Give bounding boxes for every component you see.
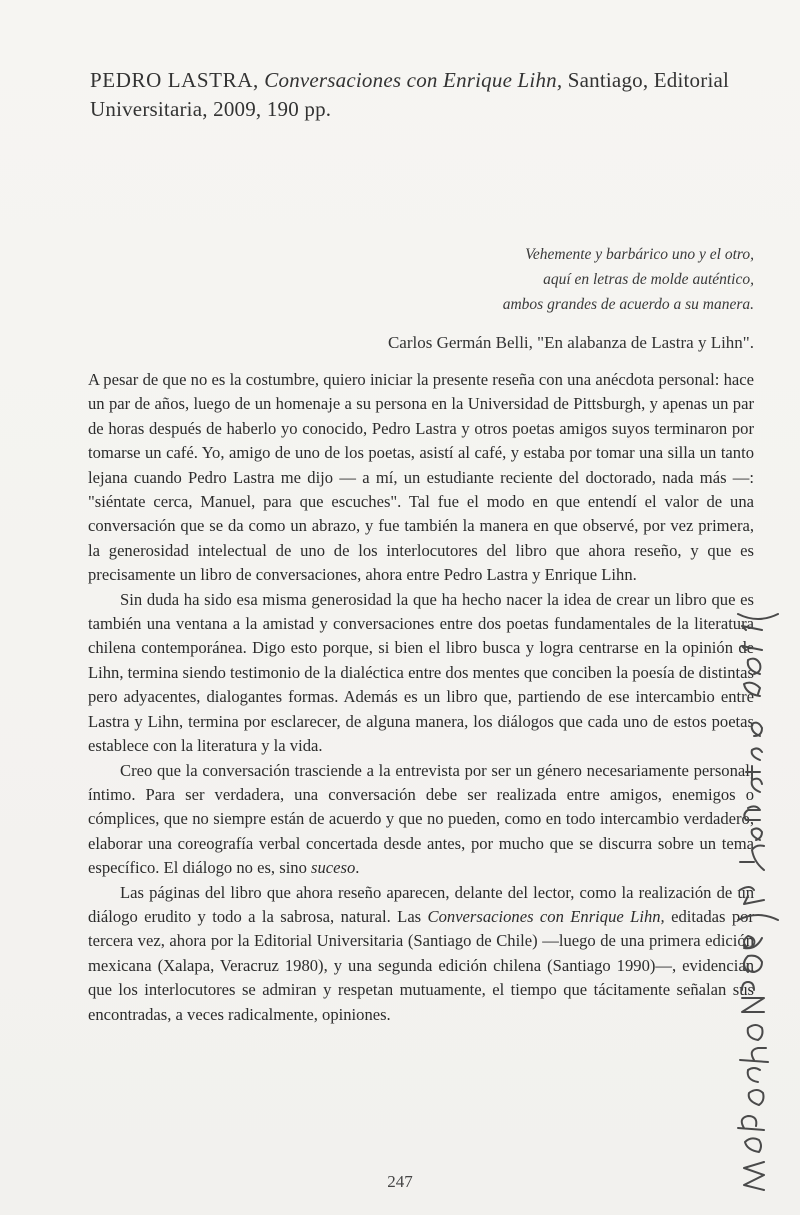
epigraph-line: aquí en letras de molde auténtico, [543, 271, 754, 288]
review-header [90, 66, 730, 124]
handwriting-scribble [724, 600, 794, 1200]
handwritten-annotation [724, 600, 794, 1200]
paragraph-text: Las páginas del libro que ahora reseño aparecen, delante del lector, como la realización de un diálogo erudito y todo a la sabrosa, natural. Las [88, 882, 754, 926]
paragraph-text: editadas por tercera vez, ahora por la Editorial Universitaria (Santiago de Chile) —luego de una primera edición mexicana (Xalapa, Veracruz 1980), y una segunda edición chilena (Santiago 1990)—, evidencian que los interlocutores se admiran y respetan mutuamente, el tiempo que tácitamente señalan sus encontradas, a veces radicalmente, opiniones. [88, 906, 754, 1024]
book-title: Conversaciones con Enrique Lihn, [264, 68, 563, 92]
paragraph: Sin duda ha sido esa misma generosidad la que ha hecho nacer la idea de crear un libro que es también una ventana a la amistad y conversaciones entre dos poetas fundamentales de la literatura chilena contemporánea. Digo esto porque, si bien el libro busca y logra centrarse en la opinión de Lihn, termina siendo testimonio de la dialéctica entre dos mentes que conciben la poesía de distintas pero adyacentes, dialogantes formas. Además es un libro que, partiendo de ese intercambio entre Lastra y Lihn, termina por esclarecer, de alguna manera, los diálogos que cada uno de estos poetas establece con la literatura y la vida. [88, 589, 754, 756]
page-number: 247 [387, 1172, 413, 1191]
paragraph-text: Creo que la conversación trasciende a la entrevista por ser un género necesariamente personal, íntimo. Para ser verdadera, una conversación debe ser realizada entre amigos, enemigos o cómplices, que no siempre están de acuerdo y que no pueden, como en todo intercambio verdadero, elaborar una coreografía verbal concertada desde antes, por mucho que se discurra sobre un tema específico. El diálogo no es, sino [88, 760, 754, 878]
paragraph-text: . [355, 858, 360, 878]
paragraph [88, 881, 754, 1027]
paragraph [88, 759, 754, 881]
epigraph-line: ambos grandes de acuerdo a su manera. [502, 296, 754, 313]
epigraph [334, 242, 754, 317]
epigraph-attribution: Carlos Germán Belli, "En alabanza de Lastra y Lihn". [387, 333, 754, 352]
review-body [88, 368, 754, 1027]
paragraph: A pesar de que no es la costumbre, quiero iniciar la presente reseña con una anécdota personal: hace un par de años, luego de un homenaje a su persona en la Universidad de Pittsburgh, y apenas un par de horas después de haberlo yo conocido, Pedro Lastra y otros poetas amigos suyos terminaron por tomarse un café. Yo, amigo de uno de los poetas, asistí al café, y estaba por tomar una silla un tanto lejana cuando Pedro Lastra me dijo — a mí, un estudiante reciente del doctorado, nada más —: "siéntate cerca, Manuel, para que escuches". Tal fue el modo en que entendí el valor de una conversación que se da como un abrazo, y fue también la manera en que observé, por vez primera, la generosidad intelectual de uno de los interlocutores del libro que ahora reseño, y que es precisamente un libro de conversaciones, ahora entre Pedro Lastra y Enrique Lihn. [88, 370, 754, 585]
emphasized-word: suceso [311, 858, 356, 878]
publication-info: Santiago, Editorial [567, 68, 730, 92]
epigraph-line: Vehemente y barbárico uno y el otro, [525, 246, 754, 263]
publication-info-line2: Universitaria, 2009, 190 pp. [90, 97, 332, 121]
book-author: PEDRO LASTRA, [90, 68, 259, 92]
book-title-inline: Conversaciones con Enrique Lihn, [427, 906, 665, 926]
